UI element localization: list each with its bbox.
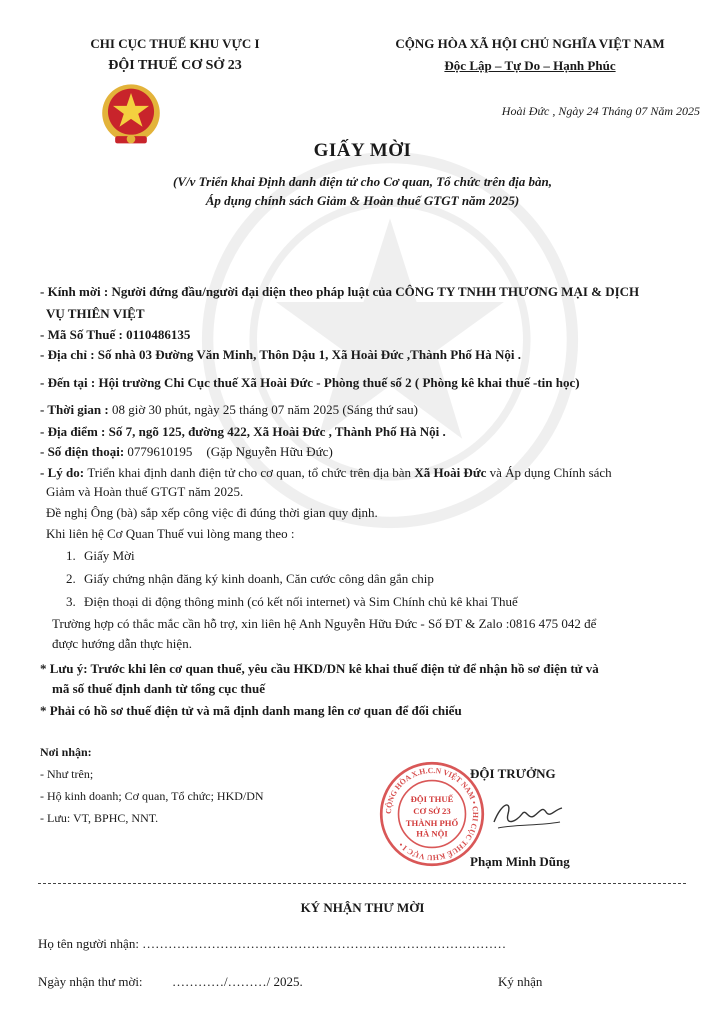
list-item-number: 2. <box>66 571 76 586</box>
address-label: - Địa chỉ : <box>40 347 98 362</box>
reason-part2: và Áp dụng Chính sách <box>486 465 612 480</box>
stamp-ring-text: CỘNG HÒA X.H.C.N VIỆT NAM • CHI CỤC THUẾ KHU VỰC I • <box>383 765 481 863</box>
recipient-name-field: Họ tên người nhận: ………………………………………………………………………… <box>38 936 507 951</box>
list-item <box>66 593 518 610</box>
list-item-number: 3. <box>66 594 76 609</box>
bring-intro: Khi liên hệ Cơ Quan Thuế vui lòng mang theo : <box>46 526 295 541</box>
invitee-text: Người đứng đầu/người đại diện theo pháp luật của CÔNG TY TNHH THƯƠNG MẠI & DỊCH <box>111 284 640 299</box>
recipient-item: - Hộ kinh doanh; Cơ quan, Tổ chức; HKD/DN <box>40 789 264 803</box>
phone-value: 0779610195 <box>127 444 193 459</box>
signer-name: Phạm Minh Dũng <box>470 854 570 869</box>
dashed-divider <box>38 883 686 884</box>
invitee-line1 <box>40 283 639 300</box>
country-name: CỘNG HÒA XÃ HỘI CHỦ NGHĨA VIỆT NAM <box>395 36 665 51</box>
dateline: Hoài Đức , Ngày 24 Tháng 07 Năm 2025 <box>501 104 700 118</box>
request-text: Đề nghị Ông (bà) sắp xếp công việc đi đúng thời gian quy định. <box>46 505 378 520</box>
support-line2: được hướng dẫn thực hiện. <box>52 636 192 651</box>
address-value: Số nhà 03 Đường Văn Minh, Thôn Dậu 1, Xã Hoài Đức ,Thành Phố Hà Nội . <box>97 347 522 362</box>
receipt-date-label: Ngày nhận thư mời: <box>38 974 143 989</box>
list-item-text: Giấy chứng nhận đăng ký kinh doanh, Căn cước công dân gắn chip <box>84 571 434 586</box>
note1-line2: mã số thuế định danh từ tổng cục thuế <box>52 681 265 696</box>
signer-title: ĐỘI TRƯỞNG <box>470 766 556 781</box>
venue-label: - Đến tại : <box>40 375 99 390</box>
venue-row <box>40 374 580 391</box>
subject-line1: (V/v Triển khai Định danh điện tử cho Cơ quan, Tổ chức trên địa bàn, <box>173 174 552 189</box>
recipients-title: Nơi nhận: <box>40 745 92 759</box>
list-item-text: Điện thoại di động thông minh (có kết nối internet) và Sim Chính chủ kê khai Thuế <box>84 594 518 609</box>
recipient-item: - Như trên; <box>40 767 94 781</box>
reason-row <box>40 464 612 481</box>
phone-row <box>40 443 333 460</box>
reason-bold: Xã Hoài Đức <box>414 465 487 480</box>
time-value: 08 giờ 30 phút, ngày 25 tháng 07 năm 2025 (Sáng thứ sau) <box>111 402 419 417</box>
handwritten-signature-icon <box>488 792 568 837</box>
stamp-line: HÀ NỘI <box>416 828 448 839</box>
note1-line1: * Lưu ý: Trước khi lên cơ quan thuế, yêu cầu HKD/DN kê khai thuế điện tử để nhận hồ sơ điện tử và <box>40 661 599 676</box>
list-item-text: Giấy Mời <box>84 548 135 563</box>
location-row <box>40 423 446 440</box>
tax-code-row <box>40 326 190 343</box>
note2: * Phải có hồ sơ thuế điện tử và mã định danh mang lên cơ quan để đối chiếu <box>40 703 462 718</box>
time-label: - Thời gian : <box>40 402 112 417</box>
phone-note: (Gặp Nguyễn Hữu Đức) <box>206 444 333 459</box>
receipt-title: KÝ NHẬN THƯ MỜI <box>300 900 425 915</box>
list-item <box>66 570 434 587</box>
list-item <box>66 547 135 564</box>
national-motto: Độc Lập – Tự Do – Hạnh Phúc <box>444 58 616 73</box>
support-line1: Trường hợp có thắc mắc cần hỗ trợ, xin liên hệ Anh Nguyễn Hữu Đức - Số ĐT & Zalo :0816 475 042 để <box>52 616 597 631</box>
tax-code-value: 0110486135 <box>126 327 191 342</box>
agency-name-line2: ĐỘI THUẾ CƠ SỞ 23 <box>108 58 242 73</box>
reason-label: - Lý do: <box>40 465 88 480</box>
recipient-item: - Lưu: VT, BPHC, NNT. <box>40 811 159 825</box>
address-row <box>40 346 521 363</box>
phone-label: - Số điện thoại: <box>40 444 128 459</box>
reason-part1: Triển khai định danh điện tử cho cơ quan, tổ chức trên địa bàn <box>87 465 415 480</box>
subject-line2: Áp dụng chính sách Giảm & Hoàn thuế GTGT năm 2025) <box>205 193 520 208</box>
receipt-date-value: …………/………/ 2025. <box>172 974 303 989</box>
time-row <box>40 401 418 418</box>
list-item-number: 1. <box>66 548 76 563</box>
agency-name-line1: CHI CỤC THUẾ KHU VỰC I <box>90 36 260 51</box>
stamp-line: THÀNH PHỐ <box>405 817 459 828</box>
reason-line2: Giảm và Hoàn thuế GTGT năm 2025. <box>46 484 244 499</box>
invitee-label: - Kính mời : <box>40 284 112 299</box>
stamp-line: ĐỘI THUẾ <box>410 794 454 805</box>
location-label: - Địa điểm : <box>40 424 109 439</box>
stamp-line: CƠ SỞ 23 <box>413 806 451 816</box>
document-title: GIẤY MỜI <box>313 140 412 161</box>
tax-code-label: - Mã Số Thuế : <box>40 327 127 342</box>
invitee-line2: VỤ THIÊN VIỆT <box>46 306 145 321</box>
venue-value: Hội trường Chi Cục thuế Xã Hoài Đức - Phòng thuế số 2 ( Phòng kê khai thuế -tin học) <box>98 375 580 390</box>
official-stamp-icon <box>378 760 486 868</box>
receipt-sign-label: Ký nhận <box>498 974 543 989</box>
location-value: Số 7, ngõ 125, đường 422, Xã Hoài Đức , Thành Phố Hà Nội . <box>108 424 446 439</box>
